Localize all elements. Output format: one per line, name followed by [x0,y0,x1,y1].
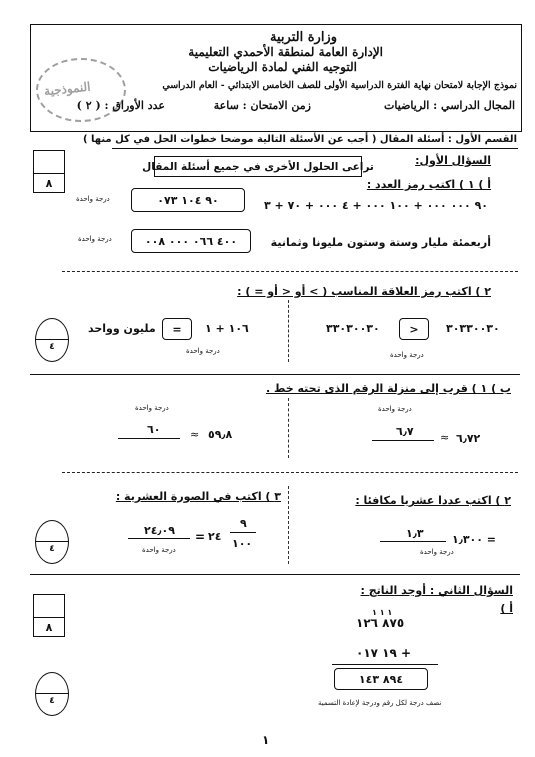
section1-title: القسم الأول : أسئلة المقال ( أجب عن الأسئلة التالية موضحا خطوات الحل في كل منها ) [82,134,517,145]
b3-numerator: ٩ [240,517,247,530]
a2-symbol-a: > [399,318,429,340]
b1-expr-a: ٦٫٧٢ [456,432,481,445]
b1-answer-a: ٦٫٧ [396,425,414,438]
directorate-name: الإدارة العامة لمنطقة الأحمدي التعليمية [188,45,383,59]
b2-answer-line [380,541,446,542]
b1-grade-b: درجة واحدة [135,404,169,412]
q2-score-box [33,594,65,637]
b3-denominator: ١٠٠ [232,537,253,550]
section1-underline [112,148,518,149]
divider-4 [30,574,520,575]
b3-answer: ٢٤٫٠٩ [144,524,175,537]
a2-left-value: ٣٣٠٣٠٠٣٠ [326,322,380,335]
note-box [142,156,374,177]
q2-carry: ١ ١ ١ [372,608,393,617]
q2-score-oval: ٤ [35,672,69,716]
q2-result: ٨٩٤ ١٤٣ [358,672,404,686]
b2-answer: ١٫٣ [406,527,424,540]
a2-grade-a: درجة واحدة [390,351,424,359]
b1-answer-b-line [118,438,180,439]
q1-score-value: ٨ [45,176,53,190]
divider-2 [30,374,520,375]
b1-grade-a: درجة واحدة [378,405,412,413]
exam-title: نموذج الإجابة لامتحان نهاية الفترة الدراسية الأولى للصف الخامس الابتدائي - العام الدراسي [162,80,517,91]
a1-grade: درجة واحدة [76,195,110,203]
b3-answer-line [128,538,190,539]
b1-answer-b: ٦٠ [147,423,161,436]
a2-symbol-b: = [162,318,192,340]
q2-score-value: ٨ [45,620,53,634]
a1-expression: ٩٠ ٠٠٠ ٠٠٠ + ١٠٠ ٠٠٠ + ٤ ٠٠٠ + ٧٠ + ٣ [264,199,489,212]
b3-fraction-bar [230,532,256,533]
b3-equals: = [195,530,206,544]
b2-expr: ١٫٣٠٠ = [452,533,497,546]
q2-top-number: ٨٧٥ ١٢٦ [356,616,405,630]
q1-label: السؤال الأول: [415,154,491,167]
b3-score-oval: ٤ [35,520,69,564]
approx-symbol-b: ≈ [190,428,200,441]
a2-grade-b: درجة واحدة [186,347,220,355]
stamp-text: النموذجية [43,79,92,99]
subject-label: المجال الدراسي : الرياضيات [384,99,515,112]
b3-whole: ٢٤ [208,530,222,543]
q2-sum-line [332,664,438,665]
b2-label: ٢ ) اكتب عددا عشريا مكافئا : [355,494,511,507]
a2-right-value: ٣٠٣٣٠٠٣٠ [446,322,500,335]
a1-answer-box [131,188,245,212]
pages-label: عدد الأوراق : ( ٢ ) [76,99,165,112]
approx-symbol-a: ≈ [440,431,450,444]
a1-answer2-box [131,229,251,253]
a2-label: ٢ ) اكتب رمز العلاقة المناسب ( > أو < أو = ) : [237,285,491,298]
a1-words: أربعمئة مليار وستة وستون مليونا وثمانية [270,236,491,249]
ministry-name: وزارة التربية [270,30,337,45]
page-number: ١ [262,733,270,747]
a1-label: أ ) ١ ) اكتب رمز العدد : [366,178,491,191]
divider-v1 [288,300,289,362]
time-label: زمن الامتحان : ساعة [213,99,311,112]
b1-answer-a-line [372,440,434,441]
b3-label: ٣ ) اكتب في الصورة العشرية : [115,490,281,503]
divider-1 [62,271,518,272]
a2-b-left: ١٠٦ + ١ [205,322,249,335]
q1-score-box [33,150,65,193]
a1-answer2: ٤٠٠ ٠٦٦ ٠٠٠ ٠٠٨ [144,234,238,248]
divider-v3 [288,486,289,564]
a1-answer: ٩٠ ١٠٤ ٠٧٣ [157,193,219,207]
q2-bottom-number: ١٩ ٠١٧ + [356,646,412,660]
q2-result-box [334,668,428,690]
b3-grade: درجة واحدة [142,546,176,554]
q2-label: السؤال الثاني : أوجد الناتج : [360,584,513,597]
stamp-seal [36,58,126,122]
b2-grade: درجة واحدة [420,548,454,556]
b1-expr-b: ٥٩٫٨ [208,428,233,441]
a1-grade2: درجة واحدة [78,235,112,243]
guidance-name: التوجيه الفني لمادة الرياضيات [208,60,357,74]
divider-v2 [288,398,289,458]
divider-3 [62,472,518,473]
a2-score-oval: ٤ [35,318,69,362]
q2-grading-note: نصف درجة لكل رقم ودرجة لإعادة التسمية [318,699,442,707]
a2-b-right: مليون وواحد [88,322,156,335]
note-text: تراعى الحلول الأخرى في جميع أسئلة المقال [142,160,374,173]
b1-label: ب ) ١ ) قرب إلى منزلة الرقم الذى تحته خط . [265,382,511,395]
q2-part: أ ) [500,602,513,615]
